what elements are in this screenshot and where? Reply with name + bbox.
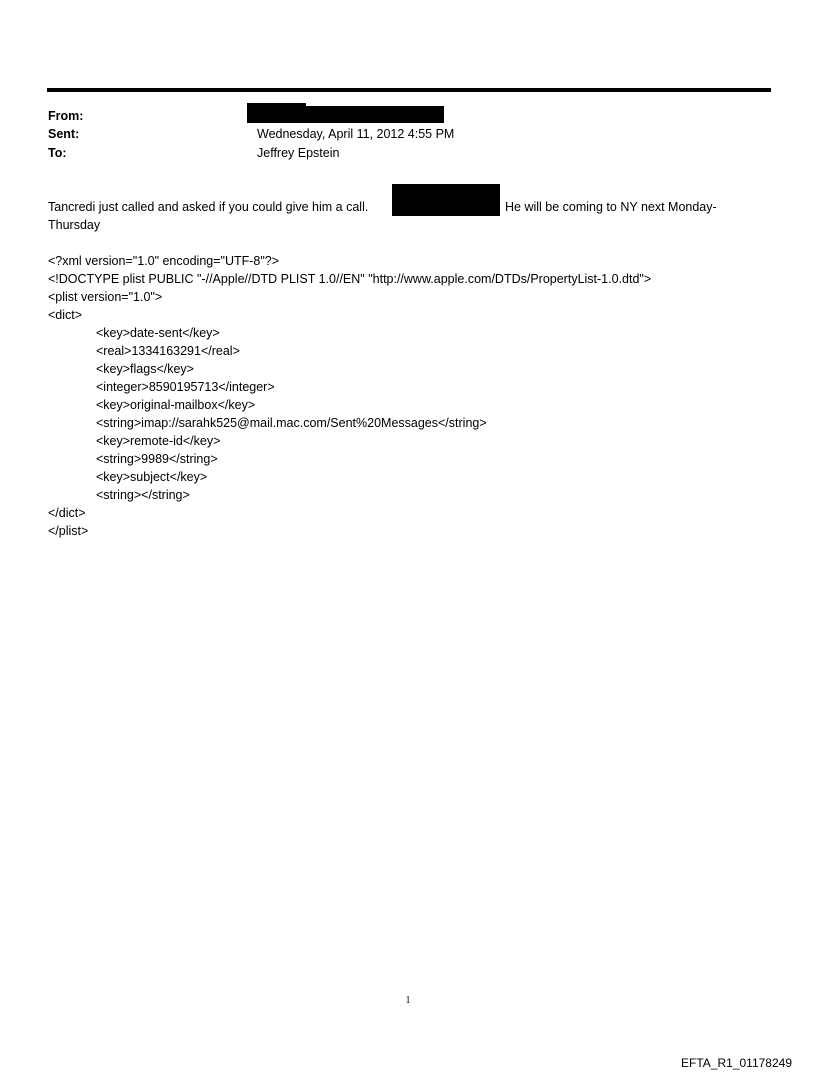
xml-line: <!DOCTYPE plist PUBLIC "-//Apple//DTD PLIST 1.0//EN" "http://www.apple.com/DTDs/PropertyList-1.0.dtd">: [48, 272, 652, 286]
xml-line: <real>1334163291</real>: [96, 344, 240, 358]
xml-line: </plist>: [48, 524, 89, 538]
sent-label: Sent:: [48, 127, 80, 141]
xml-line: <key>date-sent</key>: [96, 326, 220, 340]
xml-line: <integer>8590195713</integer>: [96, 380, 275, 394]
redaction-message: [392, 184, 500, 216]
page-number: 1: [405, 995, 411, 1006]
message-line-1a: Tancredi just called and asked if you could give him a call.: [48, 200, 369, 214]
message-line-1b: He will be coming to NY next Monday-: [505, 200, 717, 214]
xml-line: <string>9989</string>: [96, 452, 218, 466]
header-rule: [47, 88, 771, 92]
from-label: From:: [48, 109, 84, 123]
xml-line: <plist version="1.0">: [48, 290, 163, 304]
to-value: Jeffrey Epstein: [257, 146, 340, 160]
redaction-from: [247, 106, 444, 123]
xml-line: <key>remote-id</key>: [96, 434, 221, 448]
document-id: EFTA_R1_01178249: [681, 1056, 792, 1070]
xml-line: <key>subject</key>: [96, 470, 208, 484]
xml-line: <string></string>: [96, 488, 190, 502]
xml-line: <?xml version="1.0" encoding="UTF-8"?>: [48, 254, 280, 268]
sent-value: Wednesday, April 11, 2012 4:55 PM: [257, 127, 455, 141]
message-line-2: Thursday: [48, 218, 101, 232]
to-label: To:: [48, 146, 67, 160]
xml-line: </dict>: [48, 506, 86, 520]
xml-line: <string>imap://sarahk525@mail.mac.com/Sent%20Messages</string>: [96, 416, 487, 430]
xml-line: <dict>: [48, 308, 83, 322]
xml-line: <key>flags</key>: [96, 362, 194, 376]
xml-line: <key>original-mailbox</key>: [96, 398, 256, 412]
